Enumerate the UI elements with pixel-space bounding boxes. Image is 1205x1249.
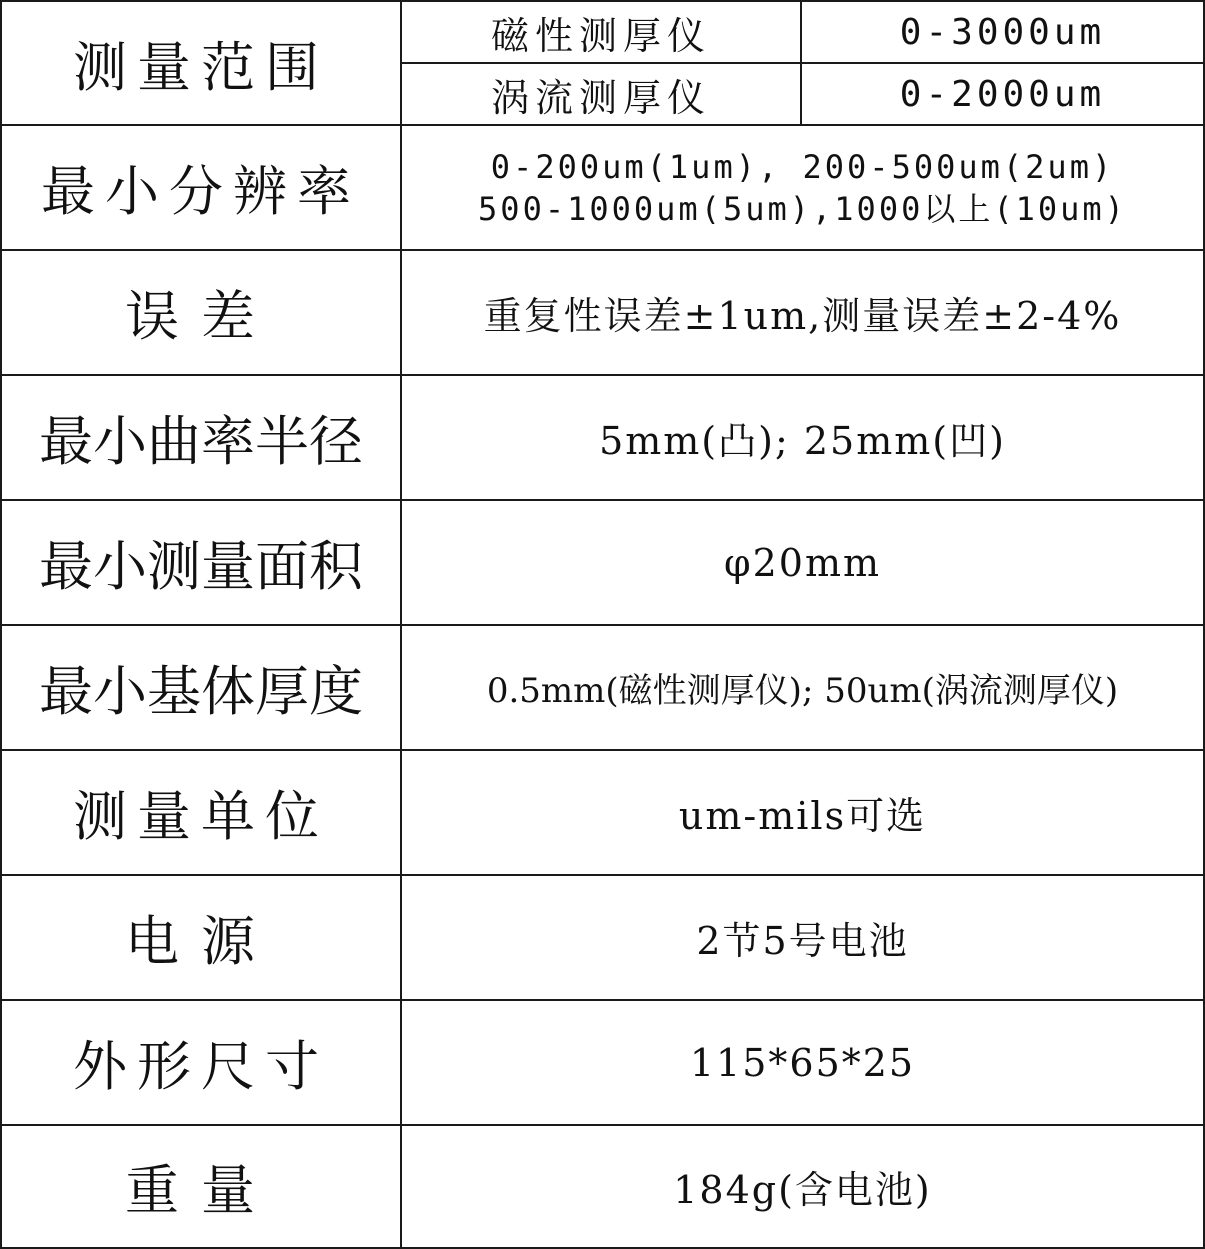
- unit-label-cell: [1, 750, 401, 875]
- table-row-power: [1, 875, 1204, 1000]
- range-eddy-value: 0-2000um: [899, 73, 1106, 115]
- table-row-area: [1, 500, 1204, 625]
- error-value: 重复性误差±1um,测量误差±2-4%: [483, 294, 1122, 338]
- table-row-weight: [1, 1125, 1204, 1248]
- size-label-cell: [1, 1000, 401, 1125]
- power-value-cell: [401, 875, 1204, 1000]
- range-magnetic-value: 0-3000um: [899, 11, 1106, 53]
- range-sub-value-cell: [801, 1, 1204, 63]
- substrate-value: 0.5mm(磁性测厚仪); 50um(涡流测厚仪): [486, 671, 1119, 711]
- curvature-label-cell: [1, 375, 401, 500]
- unit-label: 测量单位: [73, 785, 329, 848]
- range-sub-value-cell: [801, 63, 1204, 125]
- range-label: 测量范围: [73, 35, 329, 99]
- area-value-cell: [401, 500, 1204, 625]
- unit-value: um-mils可选: [678, 794, 927, 838]
- table-row-error: [1, 250, 1204, 375]
- resolution-line-1: 0-200um(1um), 200-500um(2um): [490, 147, 1115, 186]
- resolution-line-2: 500-1000um(5um),1000以上(10um): [478, 189, 1127, 228]
- weight-value: 184g(含电池): [673, 1168, 932, 1212]
- substrate-label-cell: [1, 625, 401, 750]
- table-row-unit: [1, 750, 1204, 875]
- error-label: 误差: [125, 285, 277, 348]
- size-label: 外形尺寸: [73, 1035, 329, 1098]
- table-row-size: [1, 1000, 1204, 1125]
- resolution-label-cell: [1, 125, 401, 250]
- range-eddy-name: 涡流测厚仪: [490, 75, 711, 120]
- table-row-substrate: [1, 625, 1204, 750]
- table-row-curvature: [1, 375, 1204, 500]
- resolution-label: 最小分辨率: [41, 160, 361, 223]
- table-row-range-magnetic: [1, 1, 1204, 63]
- weight-value-cell: [401, 1125, 1204, 1248]
- range-label-cell: [1, 1, 401, 125]
- curvature-value-cell: [401, 375, 1204, 500]
- power-label-cell: [1, 875, 401, 1000]
- power-label: 电源: [125, 910, 277, 973]
- unit-value-cell: [401, 750, 1204, 875]
- error-value-cell: [401, 250, 1204, 375]
- area-label-cell: [1, 500, 401, 625]
- power-value: 2节5号电池: [696, 919, 909, 963]
- substrate-label: 最小基体厚度: [39, 660, 363, 723]
- range-sub-name-cell: [401, 1, 801, 63]
- substrate-value-cell: [401, 625, 1204, 750]
- size-value: 115*65*25: [689, 1040, 916, 1085]
- size-value-cell: [401, 1000, 1204, 1125]
- area-label: 最小测量面积: [39, 535, 363, 598]
- resolution-value-cell: [401, 125, 1204, 250]
- area-value: φ20mm: [723, 540, 882, 585]
- range-sub-name-cell: [401, 63, 801, 125]
- range-magnetic-name: 磁性测厚仪: [490, 13, 711, 58]
- curvature-label: 最小曲率半径: [39, 410, 363, 473]
- error-label-cell: [1, 250, 401, 375]
- table-row-resolution: [1, 125, 1204, 250]
- weight-label: 重量: [125, 1159, 277, 1222]
- curvature-value: 5mm(凸); 25mm(凹): [599, 419, 1006, 463]
- weight-label-cell: [1, 1125, 401, 1248]
